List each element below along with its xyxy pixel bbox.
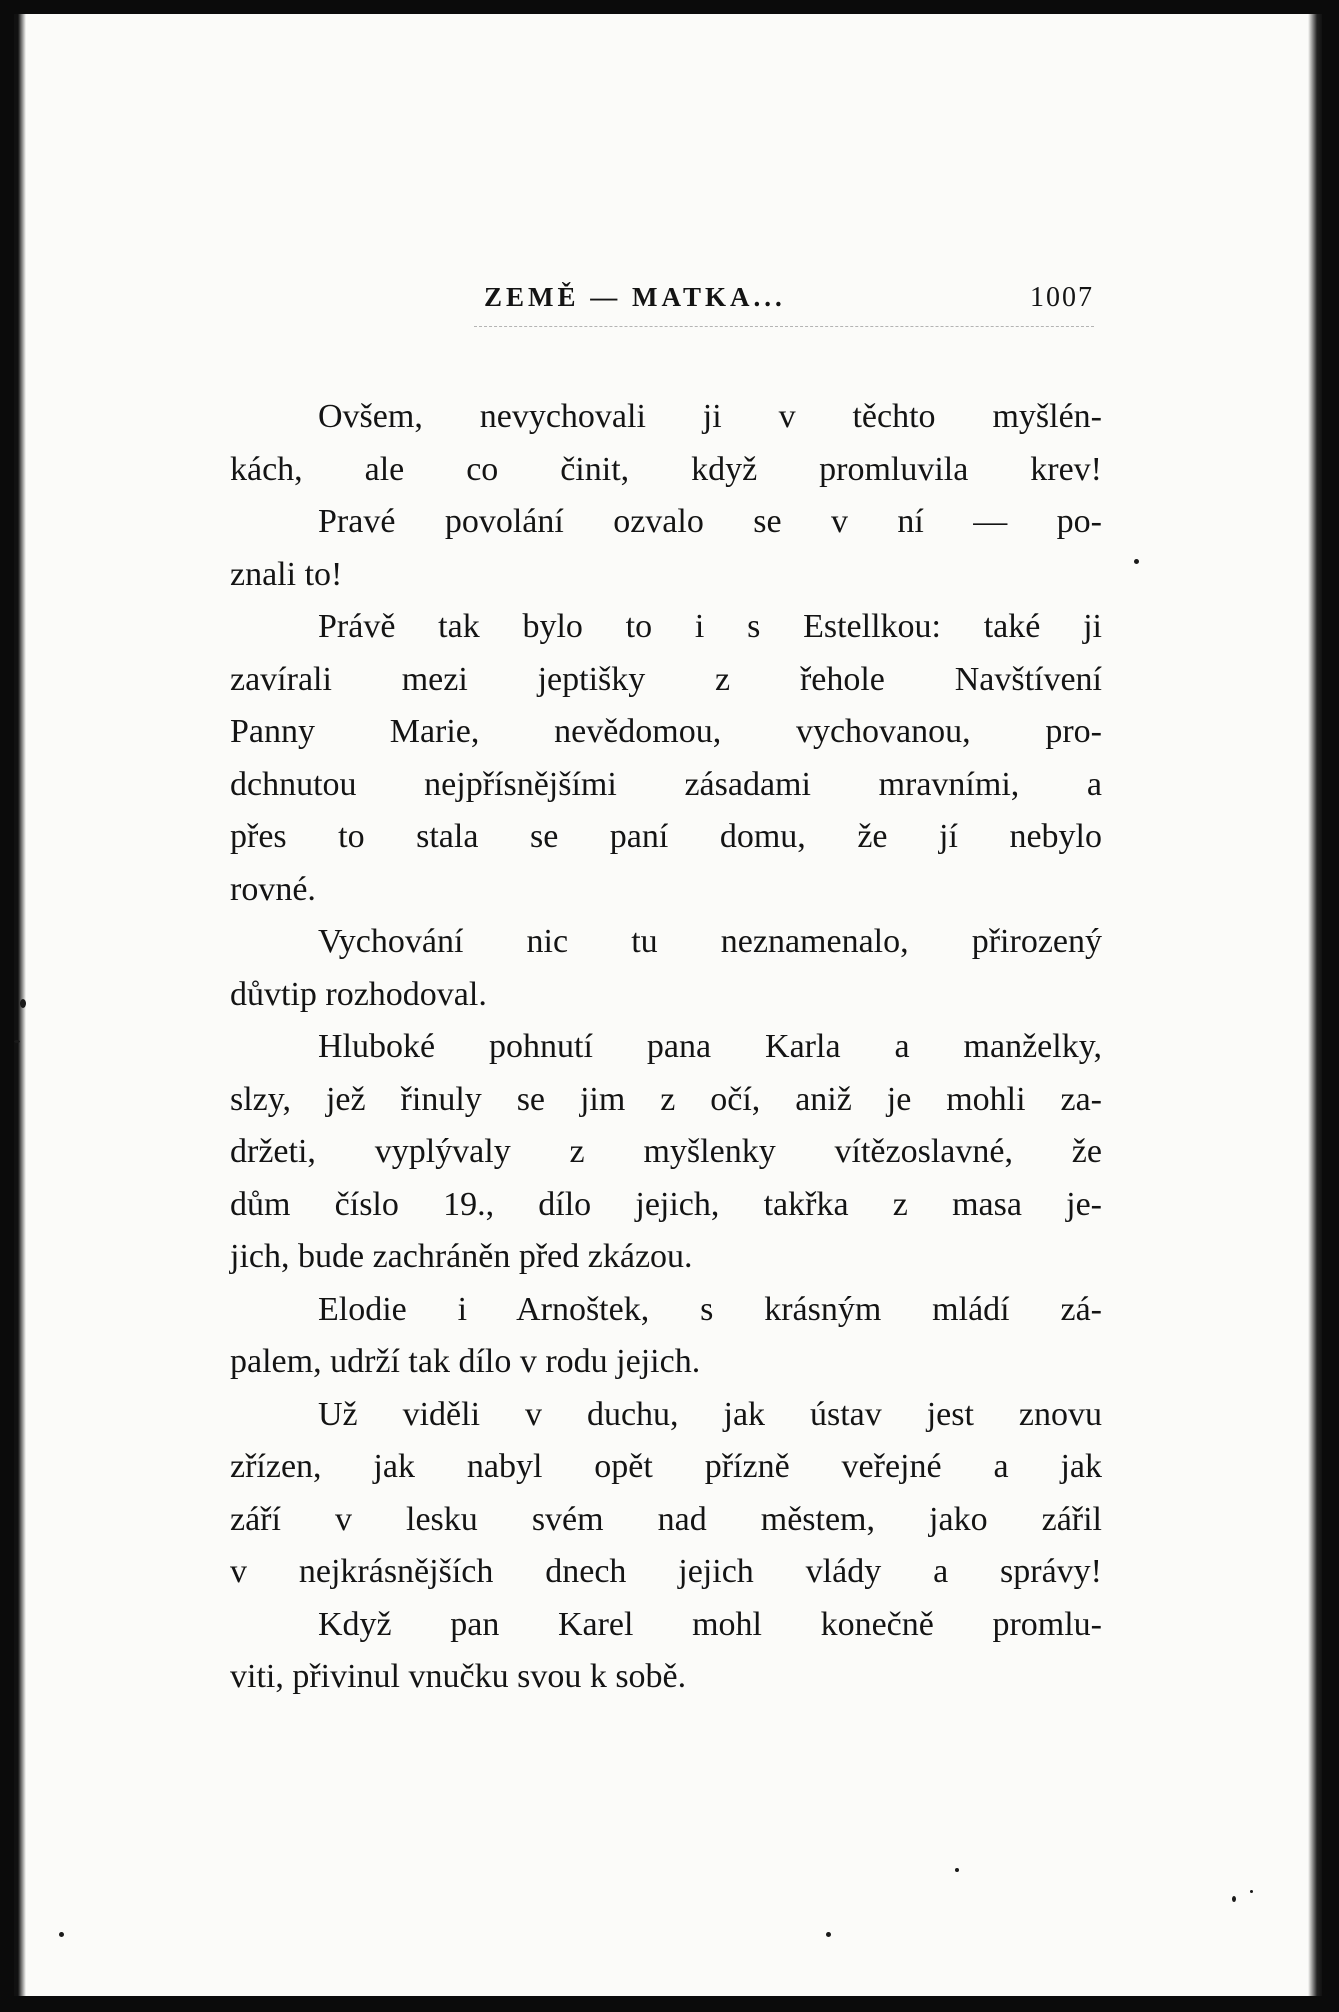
text-line: zavírali mezi jeptišky z řehole Navštívení: [230, 660, 1102, 698]
text-line: Právě tak bylo to i s Estellkou: také ji: [318, 608, 1102, 645]
text-line: znali to!: [230, 555, 343, 593]
text-line: zřízen, jak nabyl opět přízně veřejné a jak: [230, 1448, 1102, 1485]
text-line: Vychování nic tu neznamenalo, přirozený: [318, 923, 1102, 960]
text-line: palem, udrží tak dílo v rodu jejich.: [230, 1343, 701, 1380]
text-line: důvtip rozhodoval.: [230, 975, 487, 1013]
text-line: Pravé povolání ozvalo se v ní — po-: [318, 503, 1102, 540]
running-title: ZEMĚ — MATKA...: [484, 282, 786, 312]
text-line: kách, ale co činit, když promluvila krev!: [230, 450, 1102, 488]
text-line: Už viděli v duchu, jak ústav jest znovu: [318, 1395, 1102, 1433]
paper-speck: [955, 1868, 959, 1872]
text-line: v nejkrásnějších dnech jejich vlády a správy!: [230, 1553, 1102, 1590]
paper-speck: [1232, 1896, 1236, 1902]
text-line: dům číslo 19., dílo jejich, takřka z masa je-: [230, 1185, 1102, 1223]
paper-speck: [826, 1932, 831, 1937]
paper-speck: [1134, 559, 1139, 564]
page-right-edge: [1304, 14, 1322, 1996]
text-line: Když pan Karel mohl konečně promlu-: [318, 1605, 1102, 1643]
text-line: dchnutou nejpřísnějšími zásadami mravními, a: [230, 765, 1102, 803]
text-line: jich, bude zachráněn před zkázou.: [230, 1238, 693, 1275]
text-line: Ovšem, nevychovali ji v těchto myšlén-: [318, 398, 1102, 435]
body-text: [230, 391, 1102, 1704]
text-line: viti, přivinul vnučku svou k sobě.: [230, 1658, 687, 1695]
text-line: Hluboké pohnutí pana Karla a manželky,: [318, 1028, 1102, 1065]
paper-speck: [20, 999, 26, 1008]
text-line: přes to stala se paní domu, že jí nebylo: [230, 818, 1102, 855]
text-line: Elodie i Arnoštek, s krásným mládí zá-: [318, 1290, 1102, 1328]
text-line: září v lesku svém nad městem, jako zářil: [230, 1500, 1102, 1538]
page-number: 1007: [1030, 282, 1094, 313]
paper-speck: [1250, 1890, 1253, 1893]
header-rule: [474, 326, 1094, 327]
text-line: Panny Marie, nevědomou, vychovanou, pro-: [230, 713, 1102, 750]
text-line: držeti, vyplývaly z myšlenky vítězoslavné, že: [230, 1133, 1102, 1170]
paper-speck: [59, 1932, 64, 1937]
paper-speck: [14, 1040, 20, 1043]
book-page: [14, 14, 1322, 1996]
page-header: [474, 282, 1104, 322]
text-line: rovné.: [230, 870, 316, 908]
text-line: slzy, jež řinuly se jim z očí, aniž je mohli za-: [230, 1080, 1102, 1118]
